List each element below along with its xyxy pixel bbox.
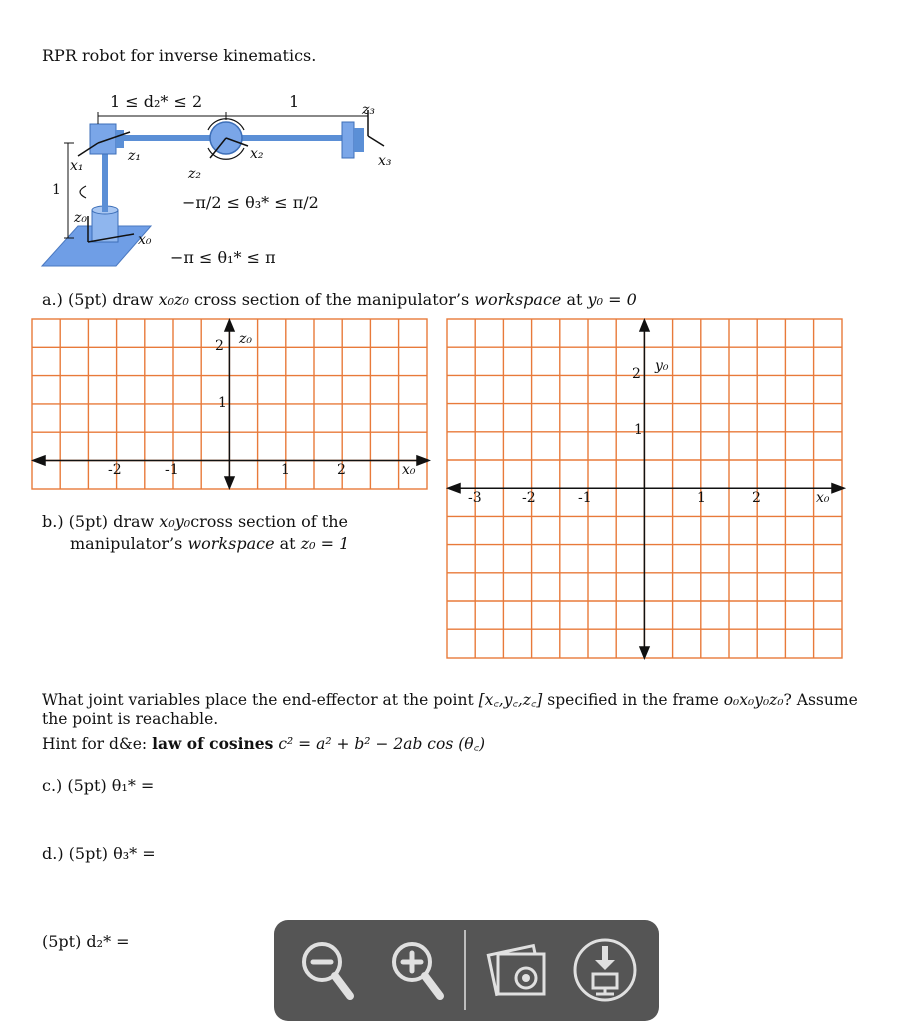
z1-label: z₁ [128, 148, 141, 164]
z3-label: z₃ [362, 102, 375, 118]
viewer-toolbar [274, 920, 659, 1021]
x0-label: x₀ [138, 232, 152, 248]
x2-label: x₂ [250, 146, 264, 162]
grid-b-x-label: x₀ [816, 490, 830, 506]
end-effector [342, 122, 354, 158]
grid-b-tick-neg1: -1 [578, 490, 592, 506]
grid-b-y-label: y₀ [655, 358, 669, 374]
link-length-side: 1 [52, 182, 61, 198]
theta3-range-label: −π/2 ≤ θ₃* ≤ π/2 [182, 193, 319, 212]
page-title: RPR robot for inverse kinematics. [42, 46, 317, 65]
grid-a-tick-2: 2 [337, 462, 346, 478]
zoom-out-button[interactable] [288, 932, 366, 1010]
theta1-range-label: −π ≤ θ₁* ≤ π [170, 248, 276, 267]
x3-label: x₃ [378, 153, 392, 169]
z0-label: z₀ [74, 210, 87, 226]
grid-a-x-label: x₀ [402, 462, 416, 478]
zoom-in-button[interactable] [378, 932, 456, 1010]
answer-d: d.) (5pt) θ₃* = [42, 844, 156, 863]
grid-a[interactable] [31, 318, 431, 492]
z2-label: z₂ [188, 166, 201, 182]
prismatic-joint [90, 124, 116, 154]
grid-a-tick-neg2: -2 [108, 462, 122, 478]
question-line2: the point is reachable. [42, 710, 219, 728]
download-icon [566, 932, 644, 1010]
robot-diagram [38, 88, 398, 273]
grid-b-tick-neg2: -2 [522, 490, 536, 506]
zoom-out-icon [288, 932, 366, 1010]
grid-b-ytick-1: 1 [634, 422, 643, 438]
photos-button[interactable] [480, 932, 558, 1010]
zoom-in-icon [378, 932, 456, 1010]
grid-a-tick-1: 1 [281, 462, 290, 478]
question-line1: What joint variables place the end-effector at the point [x꜀,y꜀,z꜀] specified in the frame o₀x₀y₀z₀? Assume [42, 691, 858, 709]
grid-b-tick-2: 2 [752, 490, 761, 506]
photos-icon [480, 932, 558, 1010]
grid-a-ytick-1: 1 [218, 395, 227, 411]
grid-b-tick-neg3: -3 [468, 490, 482, 506]
d2-range-label: 1 ≤ d₂* ≤ 2 [110, 92, 203, 111]
x1-label: x₁ [70, 158, 84, 174]
grid-b-ytick-2: 2 [632, 366, 641, 382]
part-b-question-line2: manipulator’s workspace at z₀ = 1 [70, 534, 350, 553]
grid-a-tick-neg1: -1 [165, 462, 179, 478]
part-b-question-line1: b.) (5pt) draw x₀y₀cross section of the [42, 512, 348, 531]
part-a-question: a.) (5pt) draw x₀z₀ cross section of the manipulator’s workspace at y₀ = 0 [42, 290, 637, 309]
answer-e: (5pt) d₂* = [42, 932, 130, 951]
grid-b[interactable] [446, 318, 846, 662]
hint-line: Hint for d&e: law of cosines c² = a² + b² − 2ab cos (θ꜀) [42, 734, 485, 753]
download-button[interactable] [566, 932, 644, 1010]
grid-a-y-label: z₀ [239, 331, 252, 347]
grid-b-tick-1: 1 [697, 490, 706, 506]
answer-c: c.) (5pt) θ₁* = [42, 776, 155, 795]
grid-a-ytick-2: 2 [215, 338, 224, 354]
link-length-top: 1 [289, 92, 300, 111]
toolbar-separator [464, 930, 466, 1010]
